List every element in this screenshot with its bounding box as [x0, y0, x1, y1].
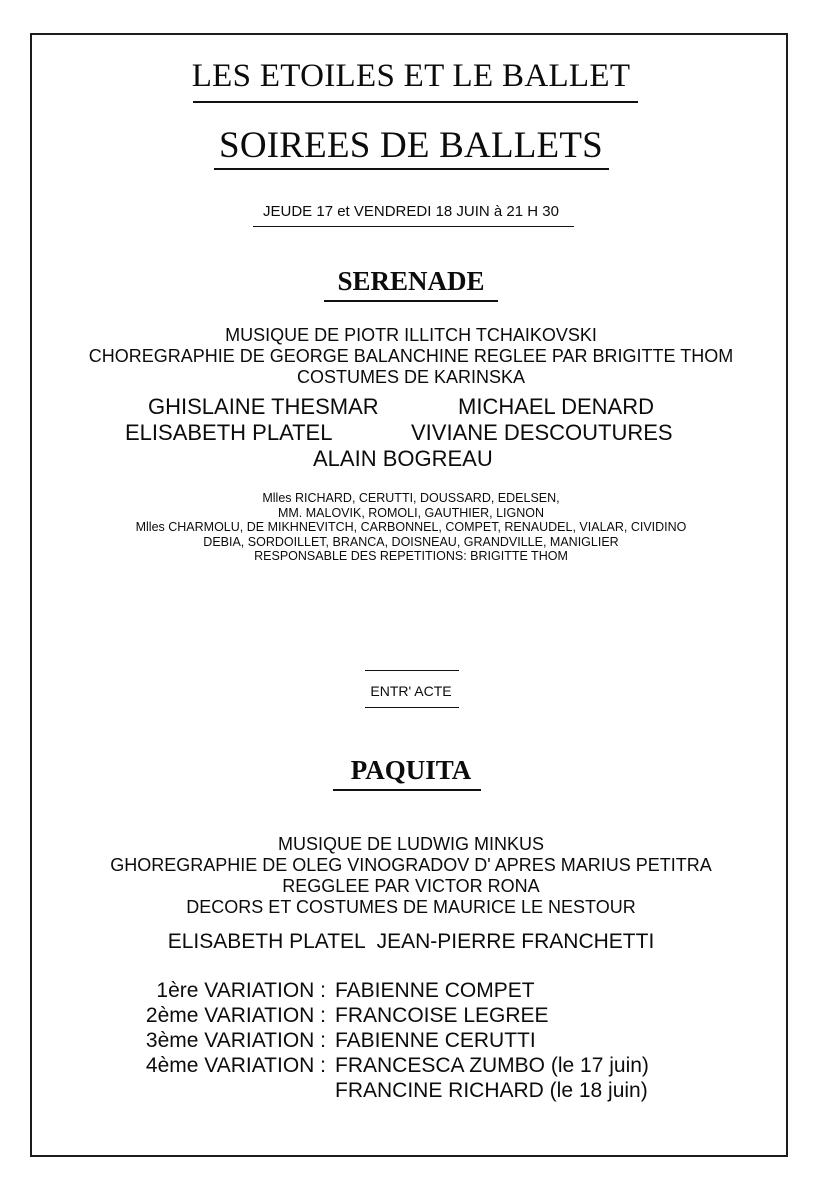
title-underline [193, 101, 638, 103]
ensemble-line: Mlles RICHARD, CERUTTI, DOUSSARD, EDELSEN, [262, 491, 560, 505]
paquita-credit-line: REGGLEE PAR VICTOR RONA [282, 876, 540, 896]
variation-label: 4ème VARIATION : [145, 1054, 326, 1077]
ensemble-line: Mlles CHARMOLU, DE MIKHNEVITCH, CARBONNEL, COMPET, RENAUDEL, VIALAR, CIVIDINO [135, 520, 687, 535]
serenade-credit-line: MUSIQUE DE PIOTR ILLITCH TCHAIKOVSKI [225, 325, 597, 345]
principal-dancer: GHISLAINE THESMAR [148, 394, 379, 419]
variation-dancer: FRANCINE RICHARD (le 18 juin) [335, 1079, 648, 1102]
variation-dancer: FABIENNE CERUTTI [335, 1029, 536, 1052]
principal-dancer: VIVIANE DESCOUTURES [411, 420, 673, 445]
principal-dancer: ELISABETH PLATEL [125, 420, 333, 445]
paquita-credit-line: DECORS ET COSTUMES DE MAURICE LE NESTOUR [186, 897, 636, 917]
variation-dancer: FRANCOISE LEGREE [335, 1004, 549, 1027]
principal-dancer: MICHAEL DENARD [458, 394, 654, 419]
variation-dancer: FRANCESCA ZUMBO (le 17 juin) [335, 1054, 649, 1077]
serenade-underline [324, 300, 498, 302]
serenade-credit-line: COSTUMES DE KARINSKA [296, 367, 526, 387]
variation-label: 2ème VARIATION : [145, 1004, 326, 1027]
ensemble-line: DEBIA, SORDOILLET, BRANCA, DOISNEAU, GRANDVILLE, MANIGLIER [203, 534, 619, 549]
paquita-title: PAQUITA [350, 755, 472, 785]
performance-dates: JEUDE 17 et VENDREDI 18 JUIN à 21 H 30 [263, 203, 559, 220]
subtitle-underline [214, 168, 609, 170]
principal-dancer: ALAIN BOGREAU [313, 446, 493, 471]
variation-dancer: FABIENNE COMPET [335, 979, 535, 1002]
serenade-title: SERENADE [337, 266, 485, 296]
ensemble-line: RESPONSABLE DES REPETITIONS: BRIGITTE THOM [254, 549, 568, 564]
dates-underline [253, 226, 574, 227]
program-subtitle: SOIREES DE BALLETS [219, 125, 603, 166]
program-title: LES ETOILES ET LE BALLET [191, 58, 631, 94]
intermission-rule-bottom [365, 707, 459, 708]
variation-label: 3ème VARIATION : [145, 1029, 326, 1052]
paquita-credit-line: MUSIQUE DE LUDWIG MINKUS [277, 834, 545, 854]
variation-label: 1ère VARIATION : [156, 979, 326, 1002]
intermission-rule-top [365, 670, 459, 671]
paquita-underline [333, 789, 481, 791]
paquita-principals: ELISABETH PLATEL JEAN-PIERRE FRANCHETTI [167, 930, 655, 953]
paquita-credit-line: GHOREGRAPHIE DE OLEG VINOGRADOV D' APRES MARIUS PETITRA [110, 855, 712, 875]
intermission-label: ENTR' ACTE [370, 683, 452, 699]
ensemble-line: MM. MALOVIK, ROMOLI, GAUTHIER, LIGNON [277, 505, 544, 520]
serenade-credit-line: CHOREGRAPHIE DE GEORGE BALANCHINE REGLEE PAR BRIGITTE THOM [88, 346, 734, 366]
